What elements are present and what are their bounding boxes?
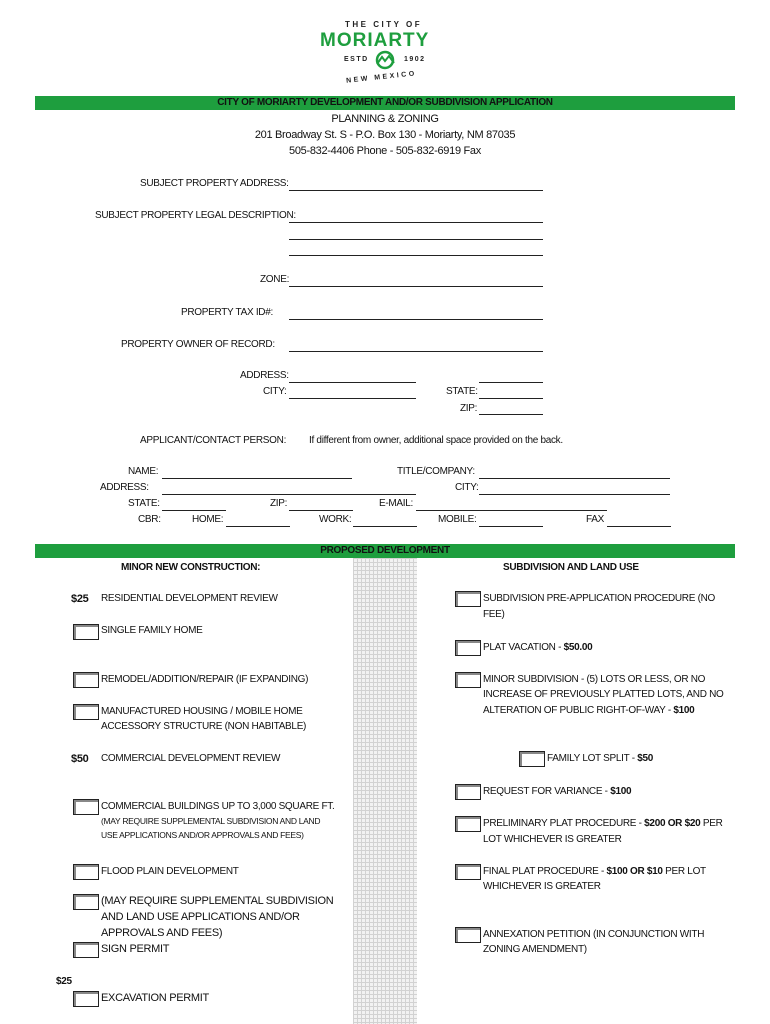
owner-state-field[interactable] xyxy=(479,398,543,399)
commercial-note-1: (MAY REQUIRE SUPPLEMENTAL SUBDIVISION AND LAND xyxy=(101,816,321,826)
mobile-label: MOBILE: xyxy=(438,514,477,525)
state-field[interactable] xyxy=(162,510,226,511)
preliminary-plat-per: PER xyxy=(700,818,723,829)
preapp-label-1: SUBDIVISION PRE-APPLICATION PROCEDURE (NO xyxy=(483,593,715,604)
manufactured-label-1: MANUFACTURED HOUSING / MOBILE HOME xyxy=(101,706,303,717)
commercial-review-label: COMMERCIAL DEVELOPMENT REVIEW xyxy=(101,753,281,764)
supplemental-checkbox[interactable] xyxy=(73,894,99,910)
proposed-development-title: PROPOSED DEVELOPMENT xyxy=(320,545,450,556)
fee-50: $50 xyxy=(71,753,89,765)
owner-address-field[interactable] xyxy=(289,382,416,383)
fee-25-excavation: $25 xyxy=(56,976,72,987)
legal-description-label: SUBJECT PROPERTY LEGAL DESCRIPTION: xyxy=(95,210,296,221)
variance-label xyxy=(483,786,631,797)
proposed-development-bar xyxy=(35,544,735,558)
excavation-checkbox[interactable] xyxy=(73,991,99,1007)
logo-arc-text: NEW MEXICO xyxy=(345,70,418,85)
preliminary-plat-fee: $200 OR $20 xyxy=(644,818,701,829)
work-field[interactable] xyxy=(353,526,417,527)
supplemental-label-1: (MAY REQUIRE SUPPLEMENTAL SUBDIVISION xyxy=(101,895,334,907)
family-lot-split-fee: $50 xyxy=(637,753,654,764)
owner-address-label: ADDRESS: xyxy=(240,370,289,381)
zip-field[interactable] xyxy=(289,510,353,511)
owner-zip-field[interactable] xyxy=(479,414,543,415)
city-label: CITY: xyxy=(455,482,479,493)
address-field[interactable] xyxy=(162,494,416,495)
supplemental-label-3: APPROVALS AND FEES) xyxy=(101,927,223,939)
flood-plain-checkbox[interactable] xyxy=(73,864,99,880)
preliminary-plat-checkbox[interactable] xyxy=(455,816,481,832)
final-plat-fee: $100 OR $10 xyxy=(606,866,663,877)
name-label: NAME: xyxy=(128,466,159,477)
minor-subdivision-checkbox[interactable] xyxy=(455,672,481,688)
residential-review-label: RESIDENTIAL DEVELOPMENT REVIEW xyxy=(101,593,278,604)
subject-address-field[interactable] xyxy=(289,190,543,191)
remodel-checkbox[interactable] xyxy=(73,672,99,688)
legal-description-field-3[interactable] xyxy=(289,255,543,256)
home-field[interactable] xyxy=(226,526,290,527)
mobile-field[interactable] xyxy=(479,526,543,527)
address-label: ADDRESS: xyxy=(100,482,149,493)
page-title: CITY OF MORIARTY DEVELOPMENT AND/OR SUBDIVISION APPLICATION xyxy=(217,97,553,108)
owner-label: PROPERTY OWNER OF RECORD: xyxy=(121,339,275,350)
tax-id-label: PROPERTY TAX ID#: xyxy=(181,307,273,318)
phone-fax: 505-832-4406 Phone - 505-832-6919 Fax xyxy=(289,145,481,157)
tax-id-field[interactable] xyxy=(289,319,543,320)
owner-city-label: CITY: xyxy=(263,386,287,397)
final-plat-checkbox[interactable] xyxy=(455,864,481,880)
plat-vacation-checkbox[interactable] xyxy=(455,640,481,656)
subject-address-label: SUBJECT PROPERTY ADDRESS: xyxy=(140,178,289,189)
office-address: 201 Broadway St. S - P.O. Box 130 - Moriarty, NM 87035 xyxy=(254,129,516,141)
logo-estd: ESTD xyxy=(344,56,369,63)
title-bar xyxy=(35,96,735,110)
final-plat-label-2: WHICHEVER IS GREATER xyxy=(483,881,601,892)
supplemental-label-2: AND LAND USE APPLICATIONS AND/OR xyxy=(101,911,300,923)
minor-subdivision-label-2: INCREASE OF PREVIOUSLY PLATTED LOTS, AND NO xyxy=(483,689,724,700)
state-label: STATE: xyxy=(128,498,160,509)
mountain-emblem-icon xyxy=(372,50,398,70)
family-lot-split-checkbox[interactable] xyxy=(519,751,545,767)
variance-text: REQUEST FOR VARIANCE - xyxy=(483,786,611,797)
legal-description-field-1[interactable] xyxy=(289,222,543,223)
family-lot-split-label xyxy=(547,753,653,764)
remodel-label: REMODEL/ADDITION/REPAIR (IF EXPANDING) xyxy=(101,674,309,685)
owner-state-label: STATE: xyxy=(446,386,478,397)
name-field[interactable] xyxy=(162,478,352,479)
applicant-label: APPLICANT/CONTACT PERSON: xyxy=(140,435,287,446)
zone-field[interactable] xyxy=(289,286,543,287)
fax-field[interactable] xyxy=(607,526,671,527)
preliminary-plat-text: PRELIMINARY PLAT PROCEDURE - xyxy=(483,818,645,829)
owner-zip-label: ZIP: xyxy=(460,403,478,414)
email-label: E-MAIL: xyxy=(379,498,414,509)
fee-25: $25 xyxy=(71,593,89,605)
department: PLANNING & ZONING xyxy=(331,113,439,125)
zone-label: ZONE: xyxy=(260,274,290,285)
variance-fee: $100 xyxy=(610,786,632,797)
sign-permit-label: SIGN PERMIT xyxy=(101,943,170,955)
cbr-label: CBR: xyxy=(138,514,161,525)
flood-plain-label: FLOOD PLAIN DEVELOPMENT xyxy=(101,866,239,877)
email-field[interactable] xyxy=(416,510,607,511)
sign-permit-checkbox[interactable] xyxy=(73,942,99,958)
owner-city-field[interactable] xyxy=(289,398,416,399)
minor-subdivision-label-3 xyxy=(483,705,694,716)
excavation-label: EXCAVATION PERMIT xyxy=(101,992,209,1004)
manufactured-label-2: ACCESSORY STRUCTURE (NON HABITABLE) xyxy=(101,721,307,732)
plat-vacation-text: PLAT VACATION - xyxy=(483,642,564,653)
logo-year: 1902 xyxy=(404,56,426,63)
logo-top-text: THE CITY OF xyxy=(345,20,423,29)
title-company-label: TITLE/COMPANY: xyxy=(397,466,475,477)
logo-main-text: MORIARTY xyxy=(320,30,430,51)
city-logo xyxy=(300,16,470,98)
plat-vacation-fee: $50.00 xyxy=(563,642,593,653)
minor-construction-heading: MINOR NEW CONSTRUCTION: xyxy=(121,562,261,573)
minor-subdivision-text: ALTERATION OF PUBLIC RIGHT-OF-WAY - xyxy=(483,705,674,716)
final-plat-text: FINAL PLAT PROCEDURE - xyxy=(483,866,607,877)
preliminary-plat-label-1 xyxy=(483,818,723,829)
minor-subdivision-fee: $100 xyxy=(673,705,695,716)
preapp-checkbox[interactable] xyxy=(455,591,481,607)
plat-vacation-label xyxy=(483,642,592,653)
single-family-checkbox[interactable] xyxy=(73,624,99,640)
preapp-label-2: FEE) xyxy=(483,609,505,620)
manufactured-housing-checkbox[interactable] xyxy=(73,704,99,720)
commercial-buildings-label: COMMERCIAL BUILDINGS UP TO 3,000 SQUARE FT. xyxy=(101,801,335,812)
owner-state-top-line[interactable] xyxy=(479,382,543,383)
home-label: HOME: xyxy=(192,514,224,525)
preliminary-plat-label-2: LOT WHICHEVER IS GREATER xyxy=(483,834,622,845)
zip-label: ZIP: xyxy=(270,498,288,509)
fax-label: FAX xyxy=(586,514,604,525)
final-plat-per: PER LOT xyxy=(662,866,706,877)
annexation-label-1: ANNEXATION PETITION (IN CONJUNCTION WITH xyxy=(483,929,705,940)
title-company-field[interactable] xyxy=(479,478,670,479)
variance-checkbox[interactable] xyxy=(455,784,481,800)
single-family-label: SINGLE FAMILY HOME xyxy=(101,625,203,636)
applicant-note: If different from owner, additional space provided on the back. xyxy=(309,435,563,446)
family-lot-split-text: FAMILY LOT SPLIT - xyxy=(547,753,638,764)
subdivision-heading: SUBDIVISION AND LAND USE xyxy=(503,562,639,573)
owner-field[interactable] xyxy=(289,351,543,352)
final-plat-label-1 xyxy=(483,866,706,877)
divider-column xyxy=(353,558,417,1024)
city-field[interactable] xyxy=(479,494,670,495)
annexation-checkbox[interactable] xyxy=(455,927,481,943)
legal-description-field-2[interactable] xyxy=(289,239,543,240)
commercial-buildings-checkbox[interactable] xyxy=(73,799,99,815)
minor-subdivision-label-1: MINOR SUBDIVISION - (5) LOTS OR LESS, OR NO xyxy=(483,674,706,685)
commercial-note-2: USE APPLICATIONS AND/OR APPROVALS AND FEES) xyxy=(101,830,304,840)
annexation-label-2: ZONING AMENDMENT) xyxy=(483,944,587,955)
work-label: WORK: xyxy=(319,514,352,525)
